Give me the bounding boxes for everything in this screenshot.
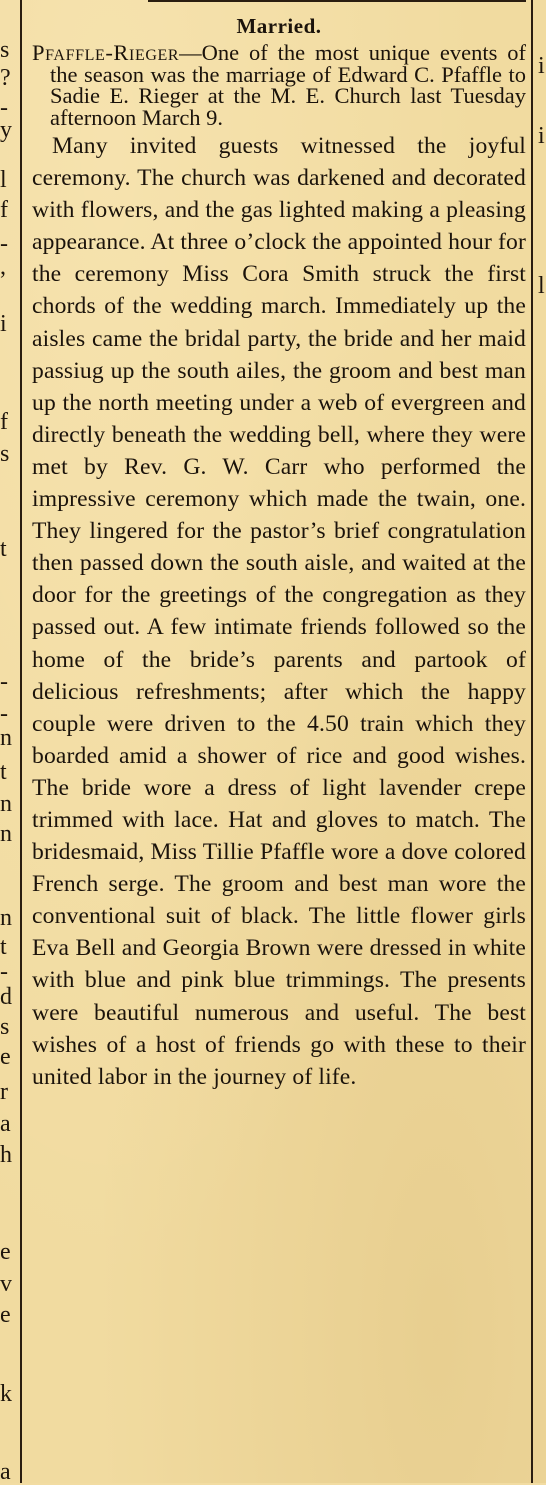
edge-fragment: h (0, 1142, 12, 1168)
edge-fragment: a (0, 1111, 11, 1137)
edge-fragment: k (0, 1381, 12, 1407)
lead-text: —One of the most unique events of the season was the marriage of Edward C. Pfaffle to Sadie E. Rieger at the M. E. Church last Tuesday afternoon March 9. (50, 40, 526, 130)
edge-fragment: ? (0, 65, 11, 91)
edge-fragment: n (0, 905, 12, 931)
edge-fragment: - (0, 959, 8, 985)
edge-fragment: i (538, 123, 545, 149)
edge-fragment: s (0, 37, 10, 63)
edge-fragment: - (0, 669, 8, 695)
edge-fragment: n (0, 725, 12, 751)
edge-fragment: a (0, 1459, 11, 1485)
edge-fragment: t (0, 759, 7, 785)
right-column-edge (536, 0, 546, 1483)
edge-fragment: v (0, 1271, 12, 1297)
edge-fragment: - (0, 701, 8, 727)
edge-fragment: t (0, 536, 7, 562)
column-rule-left (20, 0, 22, 1483)
article-body: Many invited guests witnessed the joyful ceremony. The church was darkened and decorated with flowers, and the gas lighted making a pleasing appearance. At three o’clock the appointed hour for the ceremony Miss Cora Smith struck the first chords of the wedding march. Immediately up the aisles came the bridal party, the bride and her maid passiug up the south ailes, the groom and best man up the north meeting under a web of evergreen and directly beneath the wedding bell, where they were met by Rev. G. W. Carr who performed the impressive ceremony which made the twain, one. They lingered for the pastor’s brief congratulation then passed down the south aisle, and waited at the door for the greetings of the congregation as they passed out. A few intimate friends followed so the home of the bride’s parents and partook of delicious refreshments; after which the happy couple were driven to the 4.50 train which they boarded amid a shower of rice and good wishes. The bride wore a dress of light lavender crepe trimmed with lace. Hat and gloves to match. The bridesmaid, Miss Tillie Pfaffle wore a dove colored French serge. The groom and best man wore the conventional suit of black. The little flower girls Eva Bell and Georgia Brown were dressed in white with blue and pink blue trimmings. The presents were beautiful numerous and useful. The best wishes of a host of friends go with these to their united labor in the journey of life. (32, 133, 526, 1090)
edge-fragment: , (0, 254, 6, 280)
edge-fragment: f (0, 409, 8, 435)
article-lead (32, 42, 526, 128)
top-rule (148, 0, 526, 2)
edge-fragment: s (0, 1014, 10, 1040)
article-heading: Married. (236, 14, 322, 38)
edge-fragment: i (0, 311, 7, 337)
edge-fragment: e (0, 1044, 11, 1070)
edge-fragment: n (0, 821, 12, 847)
edge-fragment: l (538, 273, 545, 299)
edge-fragment: l (0, 167, 7, 193)
lead-couple-names: Pfaffle-Rieger (32, 40, 180, 65)
column-rule-right (531, 0, 533, 1483)
edge-fragment: - (0, 95, 8, 121)
edge-fragment: r (0, 1079, 8, 1105)
edge-fragment: y (0, 117, 12, 143)
edge-fragment: e (0, 1302, 11, 1328)
edge-fragment: f (0, 197, 8, 223)
edge-fragment: d (0, 984, 12, 1010)
left-column-edge (0, 0, 16, 1483)
wedding-announcement (32, 14, 526, 1093)
edge-fragment: t (0, 934, 7, 960)
edge-fragment: n (0, 791, 12, 817)
edge-fragment: s (0, 441, 10, 467)
edge-fragment: i (538, 53, 545, 79)
edge-fragment: e (0, 1239, 11, 1265)
edge-fragment: - (0, 231, 8, 257)
